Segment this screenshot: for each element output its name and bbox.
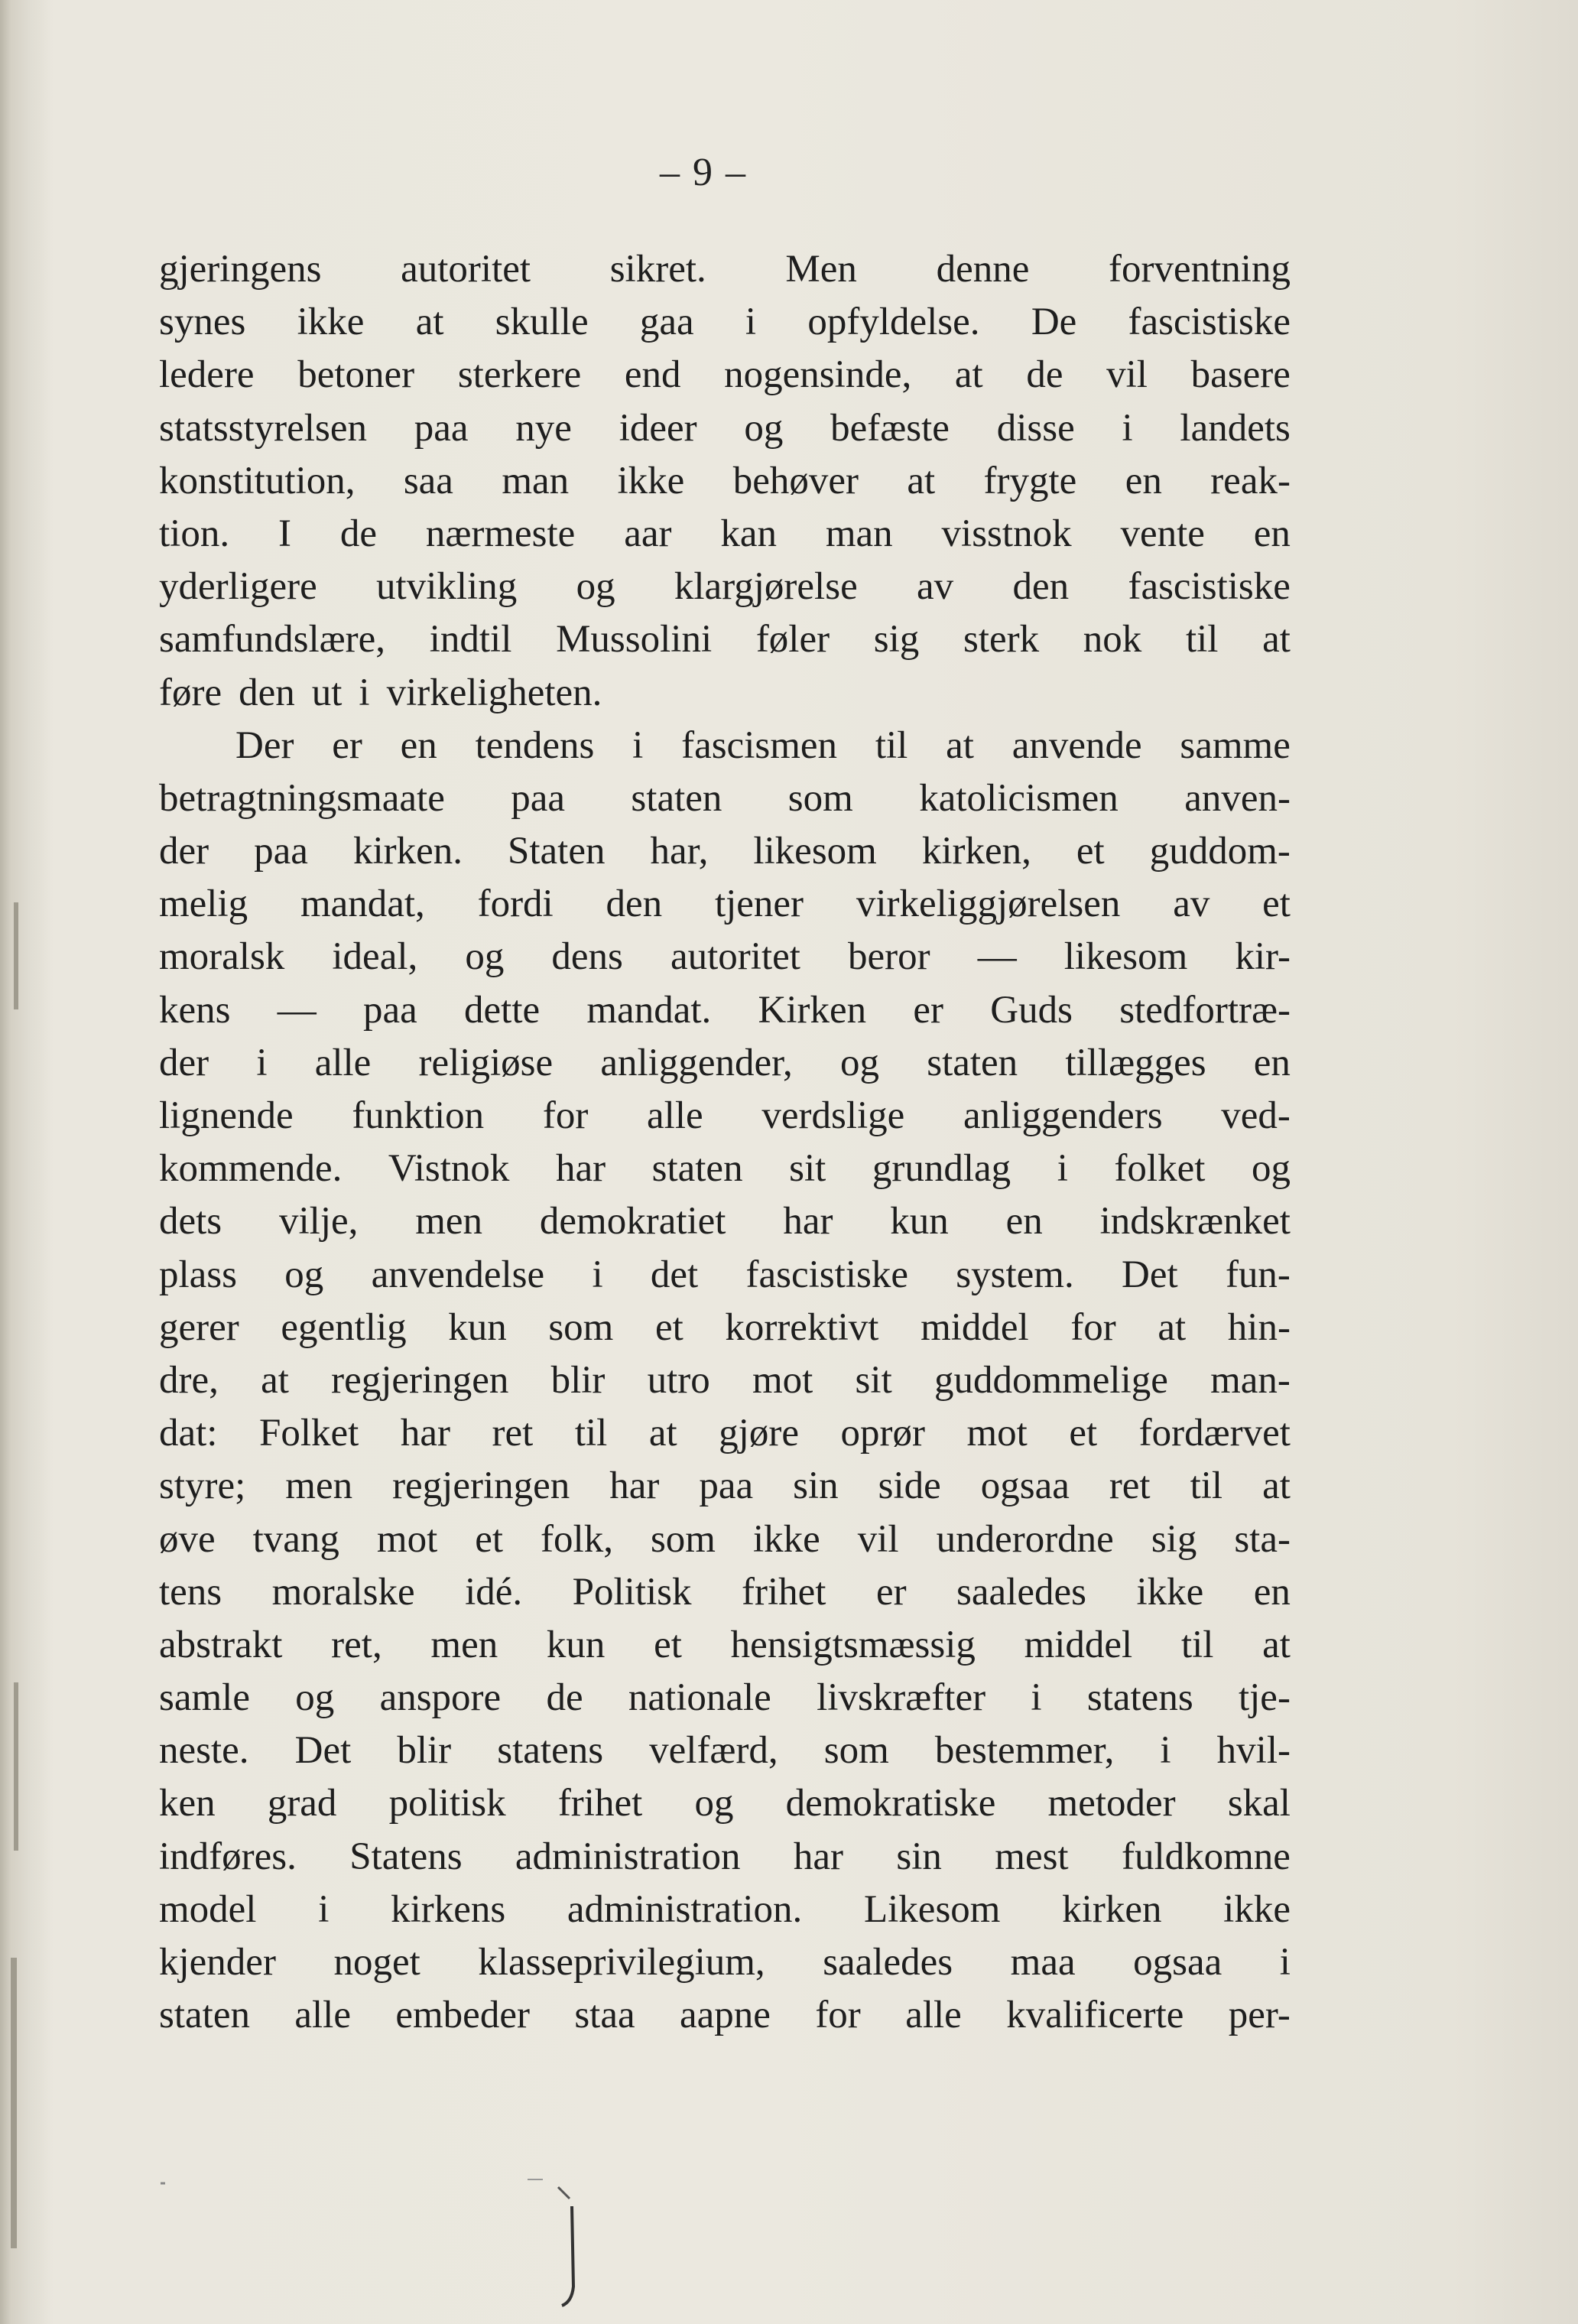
text-line: plass og anvendelse i det fascistiske system. Det fun- [159,1253,1291,1296]
text-line: gjeringens autoritet sikret. Men denne forventning [159,248,1291,291]
page-number: – 9 – [660,151,747,194]
text-line: tens moralske idé. Politisk frihet er saaledes ikke en [159,1570,1291,1614]
spine-mark [14,1682,18,1851]
text-line: abstrakt ret, men kun et hensigtsmæssig middel til at [159,1623,1291,1666]
text-line: melig mandat, fordi den tjener virkeliggjørelsen av et [159,882,1291,926]
text-line: moralsk ideal, og dens autoritet beror — likesom kir- [159,935,1291,979]
text-line: model i kirkens administration. Likesom kirken ikke [159,1887,1291,1931]
text-line: styre; men regjeringen har paa sin side ogsaa ret til at [159,1464,1291,1508]
text-line: føre den ut i virkeligheten. [159,671,602,714]
text-line: betragtningsmaate paa staten som katolicismen anven- [159,776,1291,820]
book-spine-shadow [0,0,54,2324]
spine-mark [14,902,18,1009]
text-line: dets vilje, men demokratiet har kun en indskrænket [159,1200,1291,1243]
text-line: dre, at regjeringen blir utro mot sit guddommelige man- [159,1358,1291,1402]
text-line: Der er en tendens i fascismen til at anvende samme [235,723,1291,767]
text-line: kjender noget klasseprivilegium, saaledes maa ogsaa i [159,1941,1291,1984]
text-line: kommende. Vistnok har staten sit grundlag i folket og [159,1147,1291,1191]
spine-mark [11,1958,17,2248]
text-line: ledere betoner sterkere end nogensinde, at de vil basere [159,353,1291,397]
text-line: ken grad politisk frihet og demokratiske metoder skal [159,1782,1291,1825]
text-line: indføres. Statens administration har sin mest fuldkomne [159,1835,1291,1878]
text-line: lignende funktion for alle verdslige anliggenders ved- [159,1094,1291,1137]
text-line: synes ikke at skulle gaa i opfyldelse. De fascistiske [159,301,1291,344]
bottom-pencil-marks [161,2172,589,2309]
text-line: yderligere utvikling og klargjørelse av den fascistiske [159,565,1291,609]
text-line: staten alle embeder staa aapne for alle kvalificerte per- [159,1994,1291,2037]
text-line: der i alle religiøse anliggender, og staten tillægges en [159,1041,1291,1084]
text-line: tion. I de nærmeste aar kan man visstnok vente en [159,512,1291,555]
text-line: statsstyrelsen paa nye ideer og befæste disse i landets [159,406,1291,450]
text-line: konstitution, saa man ikke behøver at frygte en reak- [159,459,1291,502]
text-line: neste. Det blir statens velfærd, som bestemmer, i hvil- [159,1729,1291,1773]
text-line: samfundslære, indtil Mussolini føler sig sterk nok til at [159,618,1291,661]
text-line: øve tvang mot et folk, som ikke vil underordne sig sta- [159,1517,1291,1561]
text-line: gerer egentlig kun som et korrektivt middel for at hin- [159,1305,1291,1349]
text-line: der paa kirken. Staten har, likesom kirken, et guddom- [159,830,1291,873]
text-line: dat: Folket har ret til at gjøre oprør mot et fordærvet [159,1412,1291,1455]
text-line: samle og anspore de nationale livskræfter i statens tje- [159,1676,1291,1720]
text-line: kens — paa dette mandat. Kirken er Guds stedfortræ- [159,988,1291,1032]
body-text [159,243,1291,2042]
